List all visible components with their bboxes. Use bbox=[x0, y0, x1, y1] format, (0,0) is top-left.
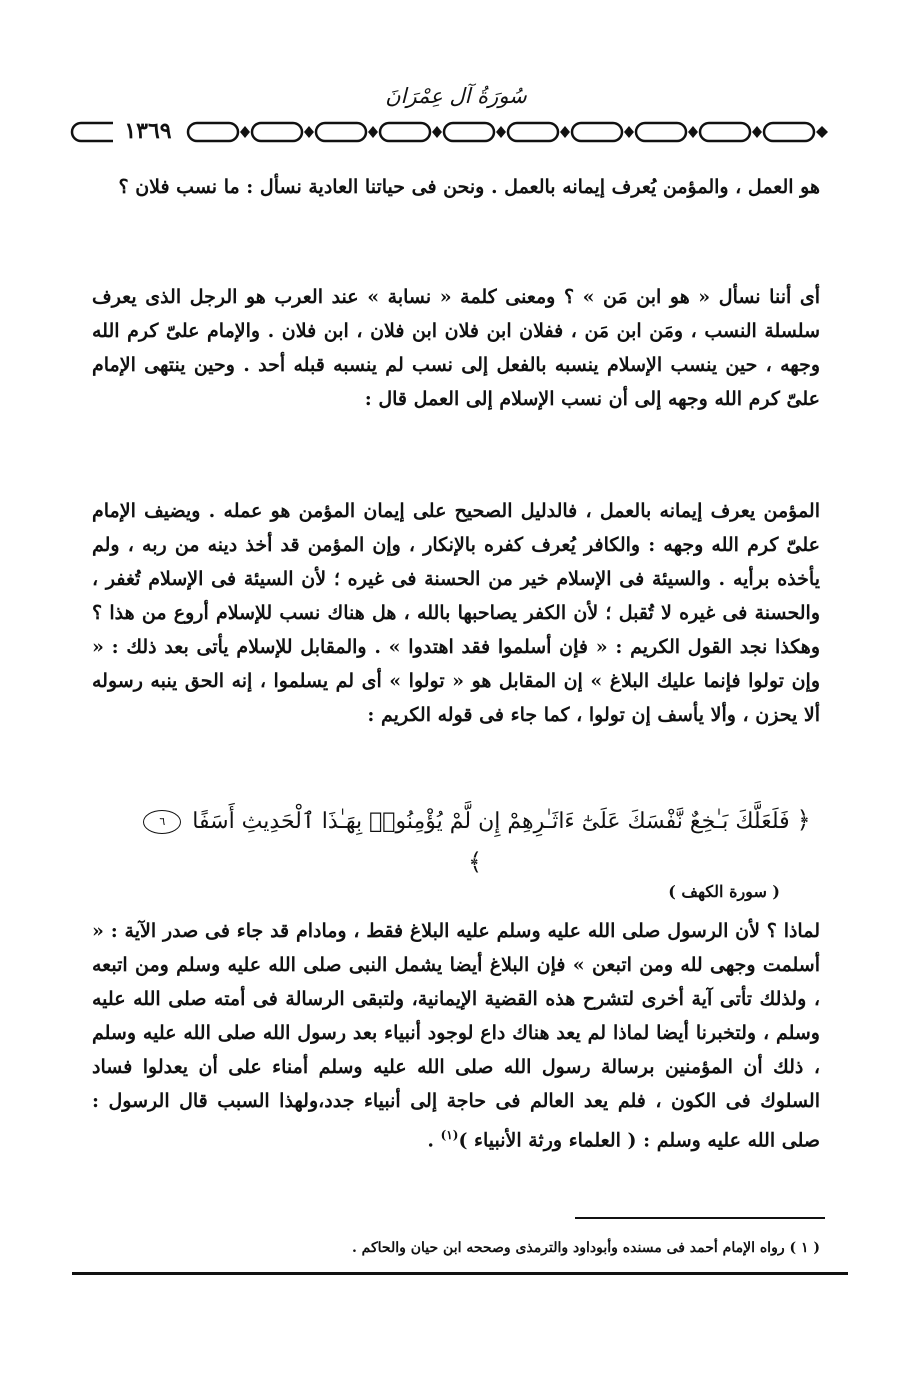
verse-reference: ( سورة الكهف ) bbox=[668, 882, 780, 901]
surah-title: سُورَةُ آل عِمْرَانَ bbox=[385, 84, 527, 108]
verse-close-bracket: ﴾ bbox=[467, 848, 483, 876]
quran-verse bbox=[135, 800, 815, 884]
page-number: ١٣٦٩ bbox=[113, 118, 183, 144]
paragraph-1-block bbox=[92, 170, 820, 204]
paragraph-3: المؤمن يعرف إيمانه بالعمل ، فالدليل الصحيح على إيمان المؤمن هو عمله . ويضيف الإمام علىّ كرم الله وجهه : والكافر يُعرف كفره بالإنكار ، وإن المؤمن قد أخذ دينه من ربه ، ولم يأخذه برأيه . والسيئة فى الإسلام خير من الحسنة فى غيره ؛ لأن السيئة فى الإسلام تُغفر ، والحسنة فى غيره لا تُقبل ؛ لأن الكفر يصاحبها بالله ، هل هناك نسب للإسلام أروع من هذا ؟ وهكذا نجد القول الكريم : « فإن أسلموا فقد اهتدوا » . والمقابل للإسلام يأتى بعد ذلك : « وإن تولوا فإنما عليك البلاغ » إن المقابل هو « تولوا » أى لم يسلموا ، إنه الحق ينبه رسوله ألا يحزن ، وألا يأسف إن تولوا ، كما جاء فى قوله الكريم : bbox=[92, 500, 820, 726]
ornamental-border bbox=[70, 117, 840, 147]
paragraph-3-block bbox=[92, 494, 820, 732]
verse-open-bracket: ﴿ bbox=[796, 806, 811, 834]
footnote-divider bbox=[575, 1217, 825, 1219]
footnote: ( ١ ) رواه الإمام أحمد فى مسنده وأبوداود والترمذى وصححه ابن حيان والحاكم . bbox=[351, 1240, 820, 1256]
verse-text: فَلَعَلَّكَ بَـٰخِعٌ نَّفْسَكَ عَلَىٰٓ ءَاثَـٰرِهِمْ إِن لَّمْ يُؤْمِنُوا۟ بِهَـٰذَا ٱلْحَدِيثِ أَسَفًا bbox=[192, 809, 790, 834]
paragraph-4-text: لماذا ؟ لأن الرسول صلى الله عليه وسلم عليه البلاغ فقط ، ومادام قد جاء فى صدر الآية : « أسلمت وجهى لله ومن اتبعن » فإن البلاغ أيضا يشمل النبى صلى الله عليه وسلم ومن اتبعه ، ولذلك تأتى آية أخرى لتشرح هذه القضية الإيمانية، ولتبقى الرسالة فى أمته صلى الله عليه وسلم ، ولتخبرنا أيضا لماذا لم يعد هناك داع لوجود أنبياء بعد رسول الله صلى الله عليه وسلم ، ذلك أن المؤمنين برسالة رسول الله صلى الله عليه وسلم أمناء على أن يعدلوا فساد السلوك فى الكون ، فلم يعد العالم فى حاجة إلى أنبياء جدد،ولهذا السبب قال الرسول : صلى الله عليه وسلم : ( العلماء ورثة الأنبياء ) bbox=[92, 920, 820, 1152]
paragraph-1: هو العمل ، والمؤمن يُعرف إيمانه بالعمل . ونحن فى حياتنا العادية نسأل : ما نسب فلان ؟ bbox=[118, 176, 820, 198]
bottom-rule bbox=[72, 1272, 848, 1275]
paragraph-2-block bbox=[92, 280, 820, 416]
paragraph-4 bbox=[92, 914, 820, 1157]
paragraph-4-end: . bbox=[427, 1129, 441, 1152]
paragraph-2: أى أننا نسأل « هو ابن مَن » ؟ ومعنى كلمة « نسابة » عند العرب هو الرجل الذى يعرف سلسلة النسب ، ومَن ابن مَن ، ففلان ابن فلان ابن فلان ، ابن فلان . والإمام علىّ كرم الله وجهه ، حين ينسب الإسلام ينسبه بالفعل إلى نسب لم ينسبه قبله أحد . وحين ينتهى الإمام علىّ كرم الله وجهه إلى أن نسب الإسلام إلى العمل قال : bbox=[92, 286, 820, 410]
verse-number-icon: ٦ bbox=[143, 810, 181, 834]
footnote-marker: (١) bbox=[440, 1128, 459, 1142]
paragraph-4-block bbox=[92, 914, 820, 1157]
